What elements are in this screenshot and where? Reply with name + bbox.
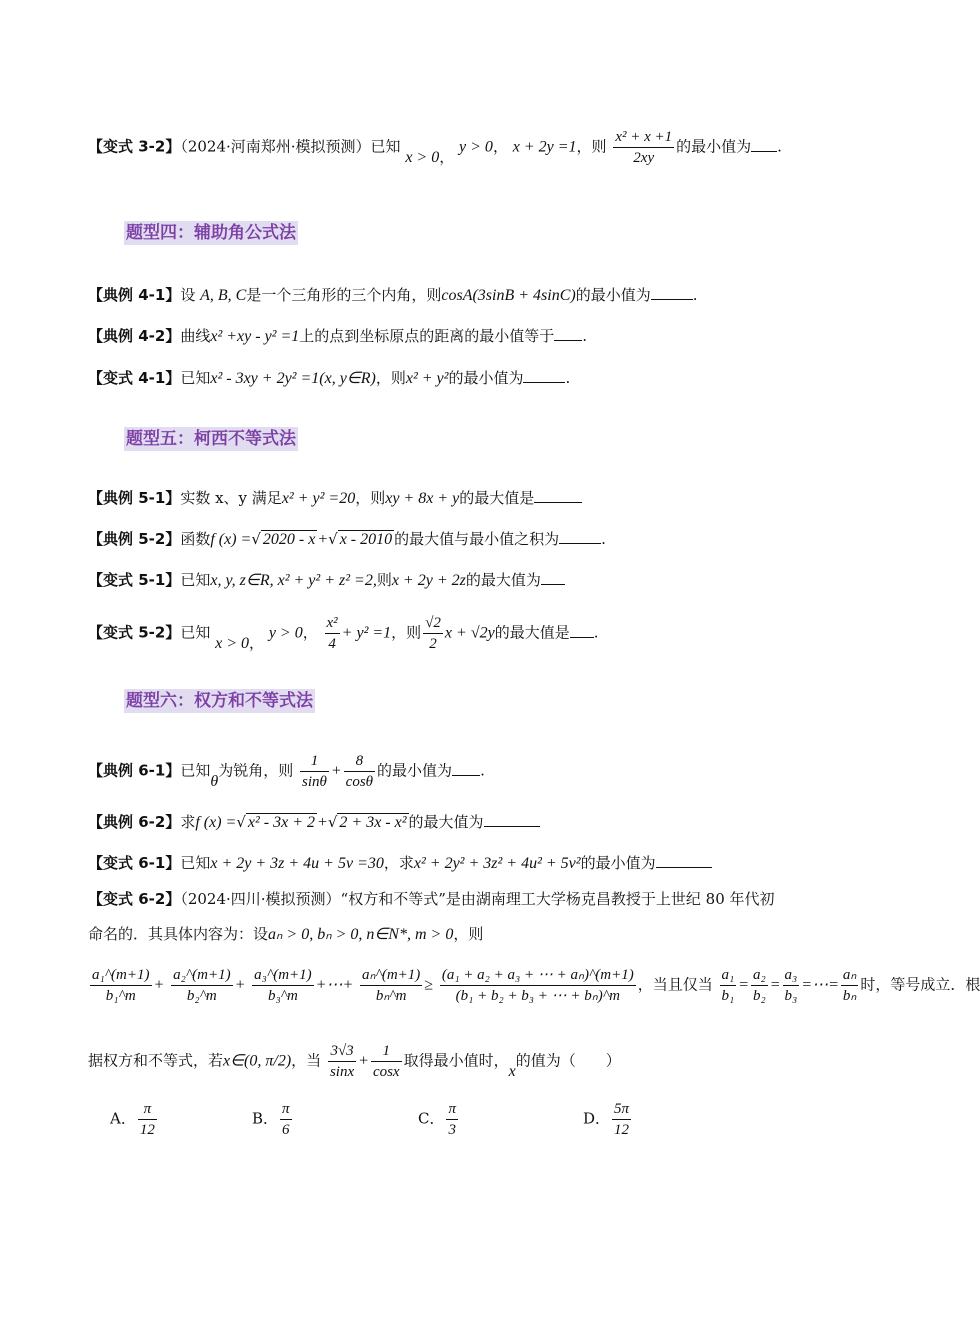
fraction: $\frac{1}{\sin\theta}$ xyxy=(302,753,327,790)
condition-xy: x + 2y =1 xyxy=(512,138,577,156)
answer-blank xyxy=(541,570,565,585)
problem-d6-1: 【典例 6-1】已知θ为锐角，则 $\frac{1}{\sin\theta}$ + $\frac{8}{\cos\theta}$ 的最小值为 . xyxy=(88,753,485,790)
fraction: $\frac{\text{a₂\textasciicircum{}(m+1)}}{\text{b₂\textasciicircum{}m}}$ xyxy=(173,967,231,1004)
problem-tag: 【变式 6-2】 xyxy=(88,890,181,908)
fraction: $\frac{\text{aₙ\textasciicircum{}(m+1)}}{\text{bₙ\textasciicircum{}m}}$ xyxy=(362,967,421,1004)
problem-d4-2: 【典例 4-2】曲线x² +xy - y² =1上的点到坐标原点的距离的最小值等于 . xyxy=(88,327,588,345)
fraction: $\frac{\pi}{12}$ xyxy=(139,1101,155,1138)
fraction: $\frac{\text{a₃\textasciicircum{}(m+1)}}{\text{b₃\textasciicircum{}m}}$ xyxy=(254,967,312,1004)
fraction: $\frac{8}{\cos\theta}$ xyxy=(345,753,374,790)
option-c[interactable]: C． $\frac{\pi}{3}$ xyxy=(418,1101,456,1138)
problem-tag: 【典例 5-1】 xyxy=(88,489,181,507)
fraction: $\frac{\text{x² + x +1}}{2xy}$ xyxy=(615,129,673,166)
problem-b6-2-line4: 据权方和不等式，若x∈(0, π/2)，当 $\frac{3√3}{\sin x}$ + $\frac{1}{\cos x}$ 取得最小值时，x的值为（ ） xyxy=(88,1043,621,1080)
problem-d4-1: 【典例 4-1】设 A, B, C是一个三角形的三个内角，则cosA(3sinB + 4sinC)的最小值为 . xyxy=(88,286,698,304)
answer-blank xyxy=(570,623,594,638)
fraction: $\frac{\text{a₁\textasciicircum{}(m+1)}}{\text{b₁\textasciicircum{}m}}$ xyxy=(92,967,150,1004)
problem-b4-1: 【变式 4-1】已知x² - 3xy + 2y² =1(x, y∈R)，则x² + y²的最小值为 . xyxy=(88,369,571,387)
problem-b6-1: 【变式 6-1】已知x + 2y + 3z + 4u + 5v =30，求x² + 2y² + 3z² + 4u² + 5v²的最小值为 xyxy=(88,853,712,874)
fraction: $\frac{\text{(a₁ + a₂ + a₃ + ⋯ + aₙ)\textasciicircum{}(m+1)}}{\text{(b₁ + b₂ + b₃ + ⋯ + bₙ)\textasciicircum{}m}}$ xyxy=(441,967,634,1004)
fraction: $\frac{\text{a₃}}{\text{b₃}}$ xyxy=(784,967,798,1004)
problem-tag: 【变式 5-1】 xyxy=(88,571,181,589)
problem-tag: 【典例 4-1】 xyxy=(88,286,181,304)
problem-b5-1: 【变式 5-1】已知x, y, z∈R, x² + y² + z² =2,则x + 2y + 2z的最大值为 xyxy=(88,570,565,591)
answer-blank xyxy=(523,368,565,383)
fraction: $\frac{\text{a₁}}{\text{b₁}}$ xyxy=(721,967,735,1004)
section-heading-6: 题型六：权方和不等式法 xyxy=(126,691,313,711)
answer-blank xyxy=(452,761,480,776)
fraction: $\frac{\text{a₂}}{\text{b₂}}$ xyxy=(753,967,766,1004)
answer-blank xyxy=(554,326,582,341)
fraction: $\frac{\text{aₙ}}{\text{bₙ}}$ xyxy=(842,967,857,1004)
problem-tag: 【变式 3-2】 xyxy=(88,137,181,156)
fraction: $\frac{3√3}{\sin x}$ xyxy=(329,1043,355,1080)
problem-tag: 【典例 6-1】 xyxy=(88,761,181,780)
section-heading-5: 题型五：柯西不等式法 xyxy=(126,429,296,449)
problem-tag: 【典例 6-2】 xyxy=(88,813,181,831)
answer-blank xyxy=(651,285,693,300)
problem-b6-2-line2: 命名的．其具体内容为：设aₙ > 0, bₙ > 0, n∈N*, m > 0，则 xyxy=(88,925,484,943)
fraction: $\frac{√2}{2}$ xyxy=(425,615,441,652)
problem-tag: 【变式 4-1】 xyxy=(88,369,181,387)
condition-x: x > 0 xyxy=(405,148,440,166)
problem-b5-2: 【变式 5-2】已知 x > 0， y > 0， $\frac{\text{x²}}{4}$ + y² =1，则 $\frac{√2}{2}$ x + √2y的最大值是 . xyxy=(88,615,599,652)
fraction: $\frac{1}{\cos x}$ xyxy=(372,1043,400,1080)
fraction: $\frac{\pi}{3}$ xyxy=(448,1101,456,1138)
problem-d6-2: 【典例 6-2】求f (x) =√ x² - 3x + 2 +√ 2 + 3x - x² 的最大值为 xyxy=(88,812,540,833)
answer-blank xyxy=(484,812,540,827)
condition-y: y > 0 xyxy=(459,138,493,156)
problem-source: （2024·河南郑州·模拟预测）已知 xyxy=(180,137,401,156)
problem-b3-2: 【变式 3-2】（2024·河南郑州·模拟预测）已知 x > 0， y > 0， x + 2y =1，则 $\frac{\text{x² + x +1}}{2xy}$ 的最小值为 . xyxy=(88,129,782,166)
answer-blank xyxy=(534,488,582,503)
fraction: $\frac{\text{x²}}{4}$ xyxy=(326,615,338,652)
option-d[interactable]: D． $\frac{5\pi}{12}$ xyxy=(583,1101,630,1138)
problem-tag: 【变式 5-2】 xyxy=(88,623,181,642)
problem-d5-2: 【典例 5-2】函数f (x) =√ 2020 - x +√ x - 2010 的最大值与最小值之积为 . xyxy=(88,530,606,548)
section-heading-4: 题型四：辅助角公式法 xyxy=(126,223,296,243)
fraction: $\frac{5\pi}{12}$ xyxy=(614,1101,630,1138)
problem-b6-2-line1: 【变式 6-2】（2024·四川·模拟预测）“权方和不等式”是由湖南理工大学杨克昌教授于上世纪 80 年代初 xyxy=(88,890,775,908)
answer-blank xyxy=(656,853,712,868)
problem-tag: 【典例 4-2】 xyxy=(88,327,181,345)
answer-blank xyxy=(751,137,777,152)
problem-tag: 【变式 6-1】 xyxy=(88,854,181,872)
option-a[interactable]: A． $\frac{\pi}{12}$ xyxy=(110,1101,155,1138)
answer-blank xyxy=(559,529,601,544)
problem-tag: 【典例 5-2】 xyxy=(88,530,181,548)
problem-d5-1: 【典例 5-1】实数 x、y 满足x² + y² =20，则xy + 8x + y的最大值是 xyxy=(88,488,582,509)
fraction: $\frac{\pi}{6}$ xyxy=(282,1101,290,1138)
problem-b6-2-inequality: $\frac{\text{a₁\textasciicircum{}(m+1)}}{\text{b₁\textasciicircum{}m}}$ + $\frac{\text{a₂\textasciicircum{}(m+1)}}{\text{b₂\textasciicircum{}m}}$ + $\frac{\text{a₃\textasciicircum{}(m+1)}}{\text{b₃\textasciicircum{}m}}$ +⋯+ $\frac{\text{aₙ\textasciicircum{}(m+1)}}{\text{bₙ\textasciicircum{}m}}$ ≥ $\frac{\text{(a₁ + a₂ + a₃ + ⋯ + aₙ)\textasciicircum{}(m+1)}}{\text{(b₁ + b₂ + b₃ + ⋯ + bₙ)\textasciicircum{}m}}$ ，当且仅当 $\frac{\text{a₁}}{\text{b₁}}$ = $\frac{\text{a₂}}{\text{b₂}}$ = $\frac{\text{a₃}}{\text{b₃}}$ =⋯= $\frac{\text{aₙ}}{\text{bₙ}}$ 时，等号成立．根 xyxy=(92,967,980,1004)
option-b[interactable]: B． $\frac{\pi}{6}$ xyxy=(252,1101,290,1138)
